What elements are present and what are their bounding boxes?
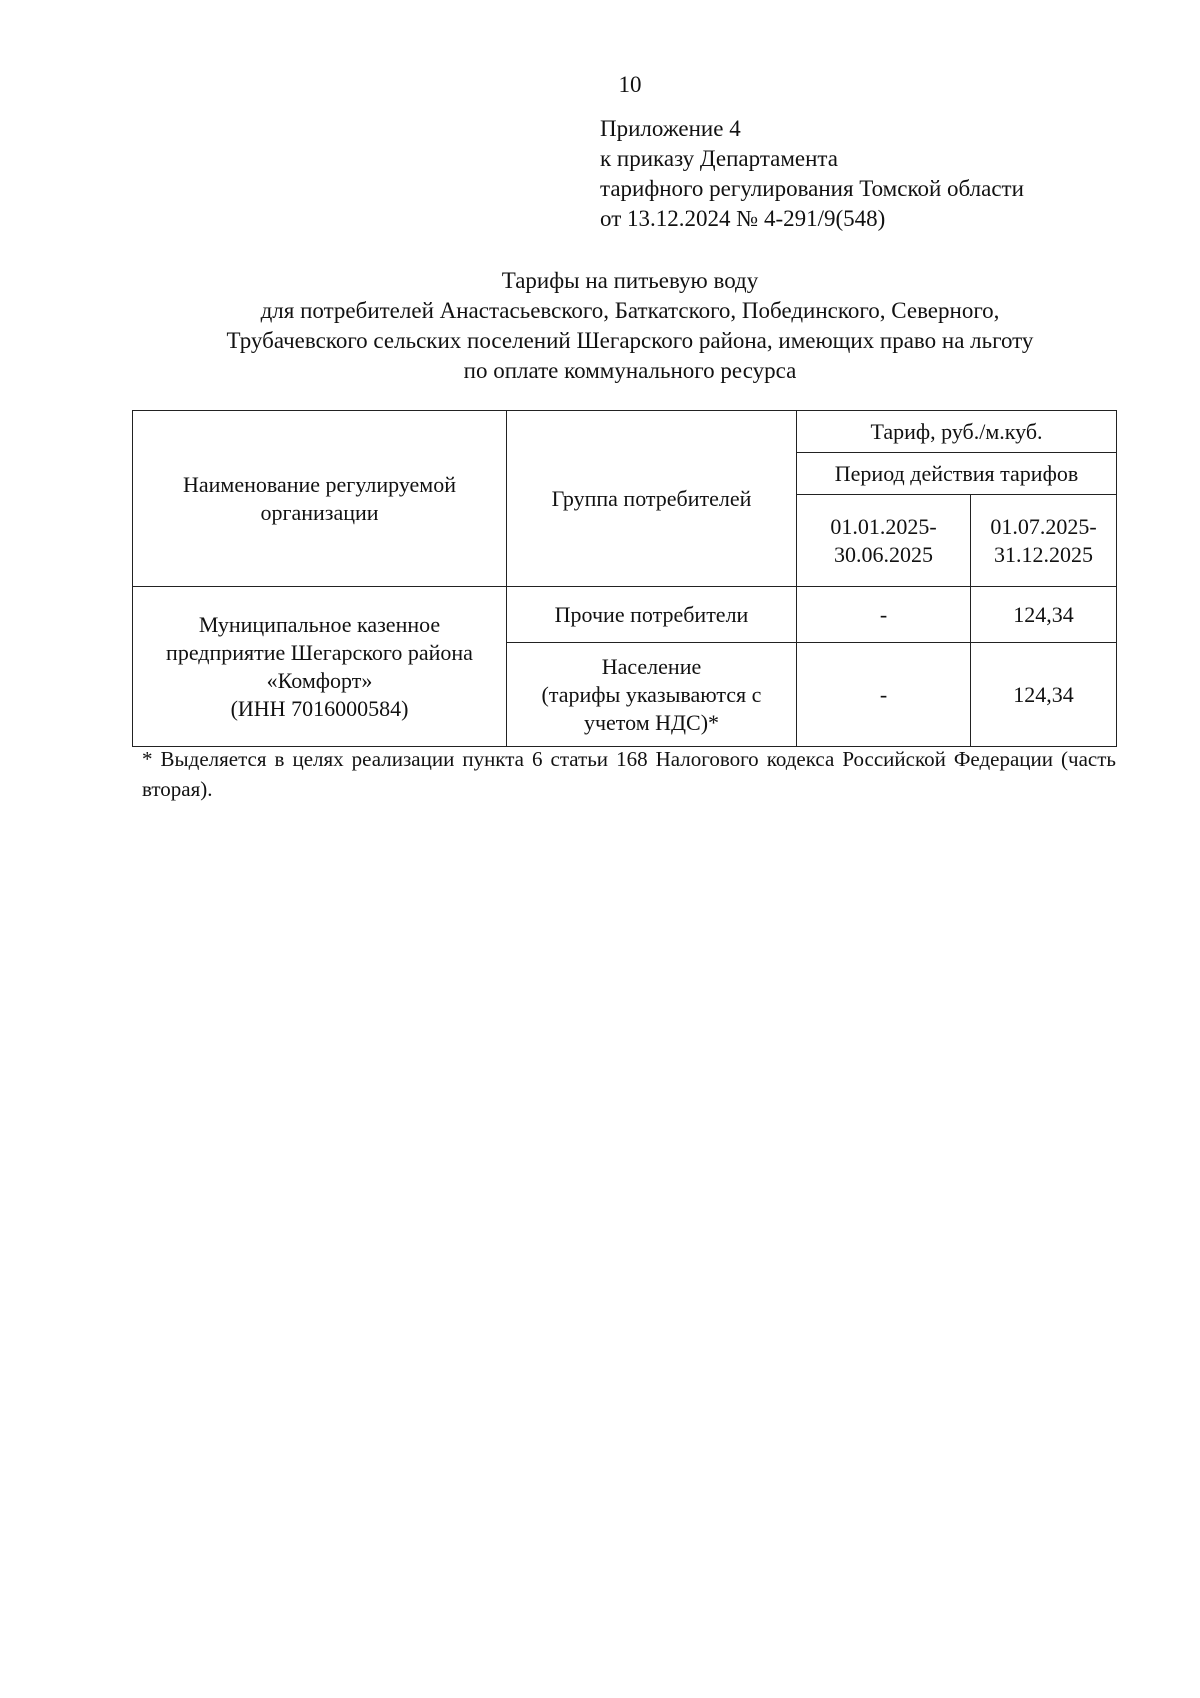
appendix-line: Приложение 4 — [600, 116, 741, 141]
organization-cell: Муниципальное казенное предприятие Шегарского района «Комфорт» (ИНН 7016000584) — [133, 587, 507, 747]
tariff-value-cell: 124,34 — [971, 587, 1117, 643]
header-period-2: 01.07.2025- 31.12.2025 — [971, 495, 1117, 587]
header-org-name: Наименование регулируемой организации — [133, 411, 507, 587]
appendix-line: от 13.12.2024 № 4-291/9(548) — [600, 206, 886, 231]
tariff-table — [132, 410, 1117, 747]
footnote: * Выделяется в целях реализации пункта 6 статьи 168 Налогового кодекса Российской Федерации (часть вторая). — [142, 747, 1116, 801]
page-number: 10 — [618, 72, 642, 97]
consumer-group-cell: Население (тарифы указываются с учетом НДС)* — [507, 643, 797, 747]
tariff-value-cell: - — [797, 643, 971, 747]
document-title — [130, 266, 1130, 386]
title-line: по оплате коммунального ресурса — [463, 358, 797, 383]
header-tariff: Тариф, руб./м.куб. — [797, 411, 1117, 453]
header-consumer-group: Группа потребителей — [507, 411, 797, 587]
table-row — [133, 587, 1117, 643]
appendix-line: к приказу Департамента — [600, 146, 838, 171]
title-line: Трубачевского сельских поселений Шегарского района, имеющих право на льготу — [226, 328, 1034, 353]
title-line: для потребителей Анастасьевского, Баткатского, Побединского, Северного, — [260, 298, 1000, 323]
title-line: Тарифы на питьевую воду — [501, 268, 759, 293]
table-header-row — [133, 411, 1117, 453]
consumer-group-cell: Прочие потребители — [507, 587, 797, 643]
appendix-header — [600, 114, 1024, 234]
header-period: Период действия тарифов — [797, 453, 1117, 495]
tariff-value-cell: - — [797, 587, 971, 643]
tariff-value-cell: 124,34 — [971, 643, 1117, 747]
header-period-1: 01.01.2025- 30.06.2025 — [797, 495, 971, 587]
appendix-line: тарифного регулирования Томской области — [600, 176, 1024, 201]
